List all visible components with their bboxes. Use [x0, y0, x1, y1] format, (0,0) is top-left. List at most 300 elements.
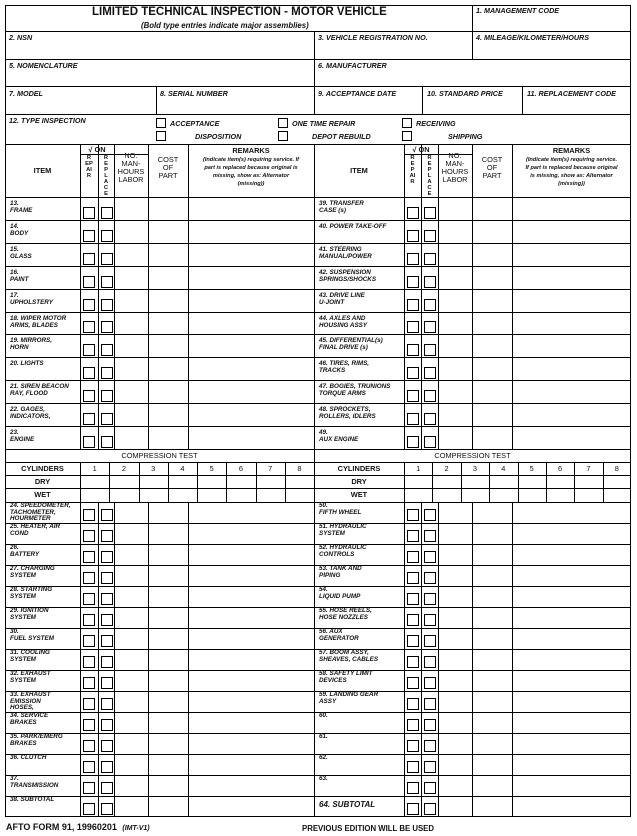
- col-left-repair-checkbox[interactable]: [83, 677, 95, 689]
- rule-line: [5, 462, 314, 463]
- col-right-repair-checkbox[interactable]: [407, 436, 419, 448]
- col-left-cost-header: [148, 156, 188, 180]
- rule-line: [80, 502, 81, 817]
- col-right-cylinder-number: 7: [586, 464, 591, 473]
- rule-line: [5, 334, 314, 335]
- col-left-replace-checkbox[interactable]: [101, 230, 113, 242]
- col-left-repair-checkbox[interactable]: [83, 530, 95, 542]
- col-right-replace-checkbox[interactable]: [424, 509, 436, 521]
- col-right-item-label: [319, 269, 376, 283]
- item-label-line: CASE (s): [319, 207, 346, 214]
- nomenclature-field[interactable]: [7, 71, 312, 85]
- acceptance-date-label: 9. ACCEPTANCE DATE: [318, 89, 397, 98]
- disposition-checkbox[interactable]: [156, 131, 166, 141]
- col-left-wet-cell[interactable]: [257, 489, 284, 500]
- col-right-replace-checkbox[interactable]: [424, 698, 436, 710]
- col-right-wet-cell[interactable]: [433, 489, 459, 500]
- col-left-repair-checkbox[interactable]: [83, 299, 95, 311]
- item-label-line: 55. HOSE REELS,: [319, 607, 372, 614]
- col-right-replace-checkbox[interactable]: [424, 803, 436, 815]
- col-left-repair-checkbox[interactable]: [83, 761, 95, 773]
- col-left-replace-checkbox[interactable]: [101, 530, 113, 542]
- col-left-repair-checkbox[interactable]: [83, 413, 95, 425]
- col-right-item-label: [319, 776, 328, 783]
- col-right-repair-checkbox[interactable]: [407, 614, 419, 626]
- col-left-item-label: [10, 713, 48, 726]
- col-right-item-label: [319, 360, 369, 374]
- management-code-field[interactable]: [474, 16, 629, 30]
- col-left-replace-checkbox[interactable]: [101, 299, 113, 311]
- col-left-repair-checkbox[interactable]: [83, 740, 95, 752]
- nsn-field[interactable]: [7, 43, 312, 58]
- form-variant: (IMT-V1): [122, 825, 150, 832]
- item-label-line: SHEAVES, CABLES: [319, 655, 379, 663]
- item-label-line: 42. SUSPENSION: [319, 268, 371, 276]
- col-right-item-label: [319, 406, 376, 420]
- col-left-wet-cell[interactable]: [227, 489, 254, 500]
- col-right-repair-checkbox[interactable]: [407, 656, 419, 668]
- col-right-replace-checkbox[interactable]: [424, 230, 436, 242]
- col-left-cylinder-number: 5: [209, 464, 214, 473]
- remarks-note-line: part is replaced because original is: [204, 165, 298, 171]
- col-right-item-label: [319, 429, 358, 443]
- col-left-repair-checkbox[interactable]: [83, 551, 95, 563]
- item-label-line: 21. SIREN BEACON: [10, 383, 69, 391]
- col-right-repair-checkbox[interactable]: [407, 207, 419, 219]
- col-left-replace-checkbox[interactable]: [101, 803, 113, 815]
- col-right-replace-checkbox[interactable]: [424, 761, 436, 773]
- remarks-note-line: (missing)): [558, 181, 585, 187]
- col-left-replace-checkbox[interactable]: [101, 740, 113, 752]
- rule-line: [314, 796, 631, 797]
- col-left-repair-checkbox[interactable]: [83, 367, 95, 379]
- col-right-wet-cell[interactable]: [604, 489, 630, 500]
- item-label-line: RAY, FLOOD: [10, 390, 48, 398]
- col-right-repair-checkbox[interactable]: [407, 677, 419, 689]
- col-right-dry-cell[interactable]: [547, 476, 573, 487]
- item-label-line: 61.: [319, 733, 328, 740]
- col-right-item-label: [319, 337, 383, 351]
- col-right-repair-checkbox[interactable]: [407, 367, 419, 379]
- col-left-repair-checkbox[interactable]: [83, 436, 95, 448]
- col-left-replace-checkbox[interactable]: [101, 390, 113, 402]
- col-left-dry-cell[interactable]: [198, 476, 225, 487]
- shipping-checkbox[interactable]: [402, 131, 412, 141]
- col-right-replace-checkbox[interactable]: [424, 207, 436, 219]
- col-right-repair-checkbox[interactable]: [407, 344, 419, 356]
- col-right-replace-checkbox[interactable]: [424, 593, 436, 605]
- item-label-line: LIQUID PUMP: [319, 592, 361, 600]
- col-left-replace-checkbox[interactable]: [101, 719, 113, 731]
- one-time-repair-checkbox[interactable]: [278, 118, 288, 128]
- col-left-item-label: [10, 587, 52, 600]
- col-left-replace-checkbox[interactable]: [101, 677, 113, 689]
- col-right-wet-cell[interactable]: [575, 489, 601, 500]
- col-right-remarks-header: REMARKS: [552, 146, 591, 155]
- rule-line: [314, 586, 631, 587]
- col-left-repair-checkbox[interactable]: [83, 253, 95, 265]
- item-label-line: ASSY: [319, 697, 337, 705]
- item-label-line: DEVICES: [319, 676, 347, 684]
- col-right-wet-label: WET: [350, 490, 368, 499]
- rule-line: [5, 357, 314, 358]
- col-left-item-label: [10, 755, 46, 762]
- rule-line: [314, 357, 631, 358]
- item-label-line: ROLLERS, IDLERS: [319, 413, 376, 421]
- col-right-replace-checkbox[interactable]: [424, 344, 436, 356]
- standard-price-label: 10. STANDARD PRICE: [427, 89, 503, 98]
- item-label-line: BODY: [10, 229, 29, 237]
- item-label-line: SYSTEM: [10, 592, 36, 600]
- item-label-line: SYSTEM: [10, 676, 36, 684]
- col-left-repair-checkbox[interactable]: [83, 572, 95, 584]
- rule-line: [5, 649, 314, 650]
- rule-line: [314, 403, 631, 404]
- item-label-line: PIPING: [319, 571, 341, 579]
- item-label-line: COND: [10, 529, 29, 537]
- remarks-note-line: (missing)): [237, 181, 265, 187]
- col-right-replace-checkbox[interactable]: [424, 299, 436, 311]
- rule-line: [314, 220, 631, 221]
- col-left-cylinder-number: 1: [92, 464, 97, 473]
- col-left-replace-checkbox[interactable]: [101, 413, 113, 425]
- col-left-dry-cell[interactable]: [257, 476, 284, 487]
- col-right-repair-checkbox[interactable]: [407, 299, 419, 311]
- manufacturer-field[interactable]: [316, 71, 629, 85]
- rule-line: [5, 312, 314, 313]
- col-left-repair-checkbox[interactable]: [83, 390, 95, 402]
- item-label-line: 31. COOLING: [10, 649, 50, 656]
- item-label-line: 44. AXLES AND: [319, 314, 366, 322]
- item-label-line: CONTROLS: [319, 550, 355, 558]
- col-left-repair-checkbox[interactable]: [83, 207, 95, 219]
- item-label-line: U-JOINT: [319, 298, 345, 306]
- col-left-repair-checkbox[interactable]: [83, 593, 95, 605]
- item-label-line: HORN: [10, 344, 29, 352]
- rule-line: [421, 502, 422, 817]
- rule-line: [5, 380, 314, 381]
- col-left-replace-checkbox[interactable]: [101, 635, 113, 647]
- depot-rebuild-label: DEPOT REBUILD: [312, 132, 371, 141]
- acceptance-checkbox[interactable]: [156, 118, 166, 128]
- col-left-item-label: [10, 629, 54, 642]
- col-left-cylinder-number: 6: [238, 464, 243, 473]
- col-left-repair-checkbox[interactable]: [83, 614, 95, 626]
- col-right-compression-title: COMPRESSION TEST: [434, 451, 511, 460]
- nsn-label: 2. NSN: [9, 33, 33, 42]
- col-right-replace-checkbox[interactable]: [424, 413, 436, 425]
- remarks-note-line: missing, show as: Alternator: [212, 173, 290, 179]
- man-hours-header-line: HOURS: [441, 167, 469, 176]
- item-label-line: 29. IGNITION: [10, 607, 49, 614]
- col-right-replace-checkbox[interactable]: [424, 551, 436, 563]
- col-left-replace-checkbox[interactable]: [101, 367, 113, 379]
- col-right-replace-checkbox[interactable]: [424, 530, 436, 542]
- col-right-repair-checkbox[interactable]: [407, 509, 419, 521]
- cost-header-line: OF: [162, 163, 174, 172]
- standard-price-field[interactable]: [424, 99, 520, 113]
- item-label-line: TRACKS: [319, 367, 346, 375]
- receiving-label: RECEIVING: [416, 119, 456, 128]
- man-hours-header-line: MAN-: [445, 159, 465, 168]
- col-right-replace-checkbox[interactable]: [424, 677, 436, 689]
- col-left-replace-checkbox[interactable]: [101, 572, 113, 584]
- serial-number-field[interactable]: [158, 99, 312, 113]
- vehicle-registration-field[interactable]: [316, 43, 471, 58]
- cost-header-line: OF: [486, 163, 498, 172]
- col-left-replace-checkbox[interactable]: [101, 253, 113, 265]
- col-left-repair-checkbox[interactable]: [83, 321, 95, 333]
- col-left-repair-header: REPAIR: [85, 155, 93, 179]
- col-right-repair-checkbox[interactable]: [407, 635, 419, 647]
- col-left-item-label: [10, 671, 51, 684]
- rule-line: [314, 243, 631, 244]
- form-subtitle: (Bold type entries indicate major assemblies): [141, 21, 309, 30]
- col-left-item-label: [10, 608, 49, 621]
- col-right-dry-cell[interactable]: [604, 476, 630, 487]
- col-right-wet-cell[interactable]: [462, 489, 488, 500]
- col-right-repair-checkbox[interactable]: [407, 321, 419, 333]
- col-left-cylinder-number: 7: [268, 464, 273, 473]
- col-right-replace-checkbox[interactable]: [424, 635, 436, 647]
- col-right-wet-cell[interactable]: [490, 489, 516, 500]
- col-left-replace-checkbox[interactable]: [101, 436, 113, 448]
- col-right-repair-checkbox[interactable]: [407, 572, 419, 584]
- col-left-replace-checkbox[interactable]: [101, 344, 113, 356]
- col-right-repair-checkbox[interactable]: [407, 390, 419, 402]
- col-left-dry-cell[interactable]: [81, 476, 108, 487]
- col-right-dry-cell[interactable]: [462, 476, 488, 487]
- col-left-wet-cell[interactable]: [169, 489, 196, 500]
- col-right-item-label: [319, 246, 372, 260]
- col-left-remarks-note: [188, 156, 314, 188]
- col-right-dry-cell[interactable]: [405, 476, 431, 487]
- col-left-replace-header: REPLACE: [103, 155, 109, 197]
- col-left-dry-cell[interactable]: [227, 476, 254, 487]
- col-right-dry-cell[interactable]: [519, 476, 545, 487]
- col-left-dry-cell[interactable]: [110, 476, 137, 487]
- item-label-line: SYSTEM: [10, 613, 36, 621]
- col-left-item-label: [10, 503, 71, 523]
- col-left-dry-cell[interactable]: [140, 476, 167, 487]
- col-right-dry-cell[interactable]: [490, 476, 516, 487]
- item-label-line: HOSE NOZZLES: [319, 613, 368, 621]
- col-right-repair-checkbox[interactable]: [407, 253, 419, 265]
- col-right-repair-checkbox[interactable]: [407, 782, 419, 794]
- item-label-line: 50.: [319, 502, 328, 509]
- col-left-replace-checkbox[interactable]: [101, 207, 113, 219]
- col-left-repair-checkbox[interactable]: [83, 803, 95, 815]
- item-label-line: 58. SAFETY LIMIT: [319, 670, 373, 677]
- item-label-line: TACHOMETER,: [10, 508, 56, 516]
- rule-line: [314, 628, 631, 629]
- remarks-note-line: (Indicate item(s) requiring service.: [525, 157, 618, 163]
- col-right-dry-cell[interactable]: [575, 476, 601, 487]
- item-label-line: 23.: [10, 429, 19, 437]
- item-label-line: 56. AUX: [319, 628, 343, 635]
- col-left-replace-checkbox[interactable]: [101, 321, 113, 333]
- item-label-line: 22. GAGES,: [10, 406, 45, 414]
- acceptance-date-field[interactable]: [316, 99, 420, 113]
- cost-header-line: PART: [158, 171, 178, 180]
- col-right-replace-checkbox[interactable]: [424, 782, 436, 794]
- rule-line: [5, 670, 314, 671]
- item-label-line: GLASS: [10, 252, 32, 260]
- rule-line: [314, 754, 631, 755]
- item-label-line: INDICATORS,: [10, 413, 51, 421]
- col-right-replace-checkbox[interactable]: [424, 436, 436, 448]
- col-left-cylinder-number: 3: [151, 464, 156, 473]
- col-left-repair-checkbox[interactable]: [83, 509, 95, 521]
- col-left-wet-cell[interactable]: [140, 489, 167, 500]
- col-left-replace-checkbox[interactable]: [101, 593, 113, 605]
- remarks-note-line: (Indicate item(s) requiring service. If: [202, 157, 300, 163]
- item-label-line: ENGINE: [10, 436, 35, 444]
- col-right-repair-checkbox[interactable]: [407, 803, 419, 815]
- col-right-replace-checkbox[interactable]: [424, 321, 436, 333]
- col-right-dry-label: DRY: [351, 477, 367, 486]
- col-left-repair-checkbox[interactable]: [83, 230, 95, 242]
- item-label-line: BRAKES: [10, 739, 37, 747]
- rule-line: [5, 544, 314, 545]
- col-left-repair-checkbox[interactable]: [83, 719, 95, 731]
- col-right-cylinders-label: CYLINDERS: [337, 464, 381, 473]
- col-left-replace-checkbox[interactable]: [101, 551, 113, 563]
- col-right-item-label: [319, 524, 367, 537]
- item-label-line: 37.: [10, 775, 19, 782]
- col-right-replace-checkbox[interactable]: [424, 367, 436, 379]
- col-left-replace-checkbox[interactable]: [101, 614, 113, 626]
- col-right-item-label: [319, 713, 328, 720]
- rule-line: [5, 403, 314, 404]
- rule-line: [114, 502, 115, 817]
- col-left-remarks-header: REMARKS: [232, 146, 270, 155]
- rule-line: [438, 502, 439, 817]
- col-left-item-label: [10, 650, 50, 663]
- rule-line: [314, 733, 631, 734]
- item-label-line: 13.: [10, 200, 19, 207]
- form-number: [6, 822, 150, 832]
- col-left-replace-checkbox[interactable]: [101, 782, 113, 794]
- col-left-repair-checkbox[interactable]: [83, 698, 95, 710]
- col-left-repair-checkbox[interactable]: [83, 656, 95, 668]
- model-label: 7. MODEL: [9, 89, 43, 98]
- depot-rebuild-checkbox[interactable]: [278, 131, 288, 141]
- rule-line: [404, 502, 405, 817]
- col-right-replace-checkbox[interactable]: [424, 740, 436, 752]
- item-label-line: 51. HYDRAULIC: [319, 523, 367, 530]
- col-right-replace-checkbox[interactable]: [424, 656, 436, 668]
- col-left-item-label: [10, 734, 63, 747]
- col-left-replace-checkbox[interactable]: [101, 698, 113, 710]
- col-left-dry-cell[interactable]: [169, 476, 196, 487]
- col-left-wet-cell[interactable]: [286, 489, 313, 500]
- item-label-line: FIFTH WHEEL: [319, 508, 362, 516]
- model-field[interactable]: [7, 99, 154, 113]
- col-right-repair-checkbox[interactable]: [407, 276, 419, 288]
- rule-line: [5, 220, 314, 221]
- col-left-item-label: [10, 797, 54, 804]
- rule-line: [5, 426, 314, 427]
- col-right-wet-cell[interactable]: [519, 489, 545, 500]
- col-left-repair-checkbox[interactable]: [83, 344, 95, 356]
- nomenclature-label: 5. NOMENCLATURE: [9, 61, 78, 70]
- col-left-item-label: [10, 360, 44, 367]
- col-right-repair-checkbox[interactable]: [407, 698, 419, 710]
- man-hours-header-line: NO.: [124, 151, 138, 160]
- col-right-replace-checkbox[interactable]: [424, 719, 436, 731]
- item-label-line: 49.: [319, 429, 328, 437]
- col-left-wet-cell[interactable]: [198, 489, 225, 500]
- rule-line: [314, 312, 631, 313]
- col-left-item-label: [10, 337, 52, 351]
- col-right-wet-cell[interactable]: [547, 489, 573, 500]
- receiving-checkbox[interactable]: [402, 118, 412, 128]
- replacement-code-field[interactable]: [524, 99, 629, 113]
- item-label-line: 24. SPEEDOMETER,: [10, 502, 71, 509]
- col-left-wet-cell[interactable]: [110, 489, 137, 500]
- col-left-repair-checkbox[interactable]: [83, 276, 95, 288]
- cost-header-line: COST: [157, 155, 179, 164]
- rule-line: [188, 502, 189, 817]
- rule-line: [314, 266, 631, 267]
- item-label-line: HOUSING ASSY: [319, 321, 368, 329]
- col-left-replace-checkbox[interactable]: [101, 509, 113, 521]
- col-right-item-label: [319, 802, 375, 809]
- col-right-replace-checkbox[interactable]: [424, 253, 436, 265]
- col-right-replace-checkbox[interactable]: [424, 390, 436, 402]
- item-label-line: FRAME: [10, 207, 33, 214]
- col-right-repair-checkbox[interactable]: [407, 230, 419, 242]
- remarks-note-line: If part is replaced because original: [525, 165, 618, 171]
- col-right-replace-checkbox[interactable]: [424, 276, 436, 288]
- item-label-line: 28. STARTING: [10, 586, 53, 593]
- col-right-replace-checkbox[interactable]: [424, 572, 436, 584]
- col-right-replace-checkbox[interactable]: [424, 614, 436, 626]
- replacement-code-label: 11. REPLACEMENT CODE: [527, 89, 616, 98]
- col-right-repair-checkbox[interactable]: [407, 413, 419, 425]
- item-label-line: 59. LANDING GEAR: [319, 691, 379, 698]
- col-right-repair-checkbox[interactable]: [407, 551, 419, 563]
- col-left-repair-checkbox[interactable]: [83, 782, 95, 794]
- col-left-repair-checkbox[interactable]: [83, 635, 95, 647]
- item-label-line: HOSES,: [10, 704, 34, 712]
- col-right-dry-cell[interactable]: [433, 476, 459, 487]
- rule-line: [5, 712, 314, 713]
- item-label-line: 16.: [10, 268, 19, 276]
- col-left-dry-cell[interactable]: [286, 476, 313, 487]
- col-right-repair-checkbox[interactable]: [407, 530, 419, 542]
- mileage-field[interactable]: [474, 43, 629, 58]
- col-right-repair-checkbox[interactable]: [407, 740, 419, 752]
- col-right-repair-checkbox[interactable]: [407, 719, 419, 731]
- col-right-wet-cell[interactable]: [405, 489, 431, 500]
- col-left-wet-cell[interactable]: [81, 489, 108, 500]
- col-left-replace-checkbox[interactable]: [101, 276, 113, 288]
- col-left-replace-checkbox[interactable]: [101, 656, 113, 668]
- col-right-repair-checkbox[interactable]: [407, 593, 419, 605]
- col-right-item-label: [319, 383, 390, 397]
- col-right-cylinder-number: 6: [558, 464, 563, 473]
- item-label-line: SPRINGS/SHOCKS: [319, 275, 377, 283]
- item-label-line: UPHOLSTERY: [10, 298, 53, 306]
- item-label-line: 30.: [10, 628, 19, 635]
- rule-line: [5, 691, 314, 692]
- col-left-replace-checkbox[interactable]: [101, 761, 113, 773]
- col-right-repair-checkbox[interactable]: [407, 761, 419, 773]
- rule-line: [472, 502, 473, 817]
- rule-line: [512, 502, 513, 817]
